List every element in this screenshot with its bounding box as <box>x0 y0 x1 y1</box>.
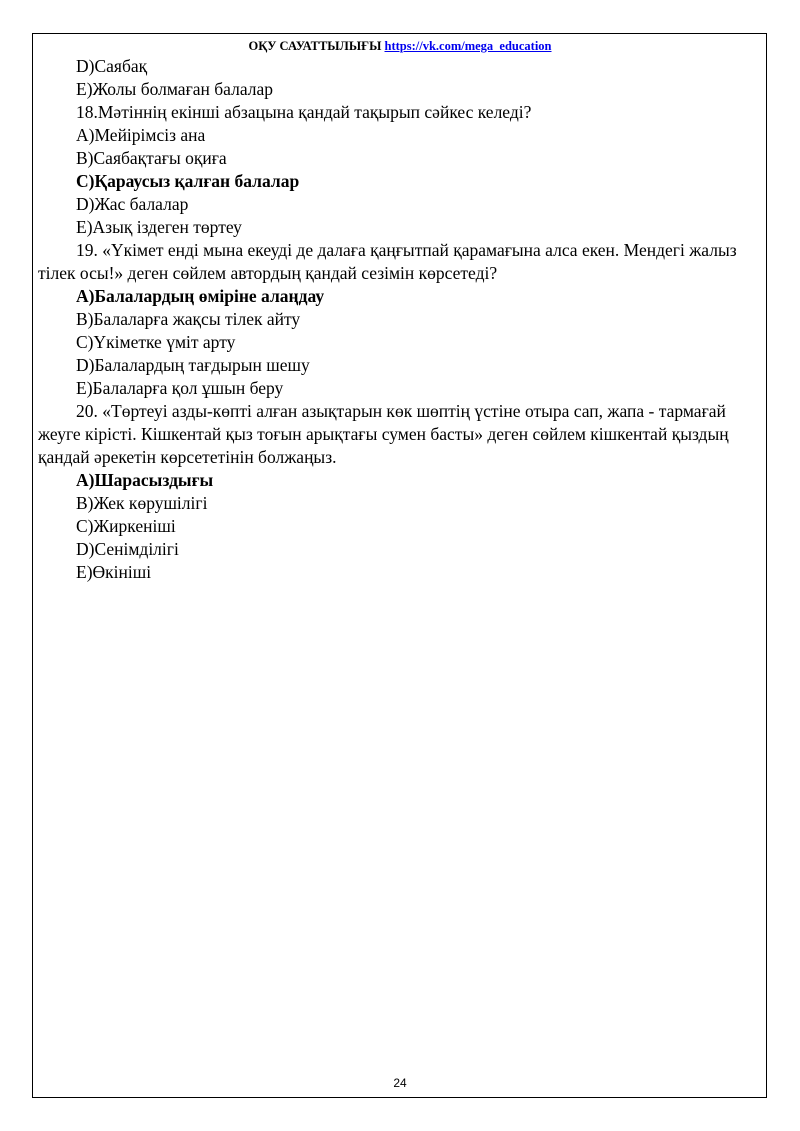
answer-option: E)Азық іздеген төртеу <box>76 217 242 237</box>
answer-option: B)Саябақтағы оқиға <box>76 148 227 168</box>
header-title: ОҚУ САУАТТЫЛЫҒЫ <box>248 39 382 53</box>
correct-answer-option: C)Қараусыз қалған балалар <box>76 171 300 191</box>
answer-option: C)Жиркеніші <box>76 516 176 536</box>
answer-option: D)Сенімділігі <box>76 539 179 559</box>
header-link[interactable]: https://vk.com/mega_education <box>384 39 552 53</box>
answer-option: B)Балаларға жақсы тілек айту <box>76 309 301 329</box>
answer-option: D)Балалардың тағдырын шешу <box>76 355 310 375</box>
question-19: 19. «Үкімет енді мына екеуді де далаға қаңғытпай қарамағына алса екен. Мендегі жалыз тілек осы!» деген сөйлем автордың қандай сезімін көрсетеді? <box>38 240 737 283</box>
document-body <box>38 55 762 584</box>
question-18: 18.Мәтіннің екінші абзацына қандай тақырып сәйкес келеді? <box>76 102 532 122</box>
correct-answer-option: A)Шарасыздығы <box>76 470 214 490</box>
answer-option: C)Үкіметке үміт арту <box>76 332 236 352</box>
answer-option: E)Балаларға қол ұшын беру <box>76 378 284 398</box>
page-number: 24 <box>393 1076 407 1090</box>
question-20: 20. «Төртеуі азды-көпті алған азықтарын көк шөптің үстіне отыра сап, жапа - тармағай жеуге кірісті. Кішкентай қыз тоғын арықтағы сумен басты» деген сөйлем кішкентай қыздың қандай әрекетін көрсететінін болжаңыз. <box>38 401 729 467</box>
answer-option: A)Мейірімсіз ана <box>76 125 206 145</box>
answer-option: E)Өкініші <box>76 562 152 582</box>
answer-option: B)Жек көрушілігі <box>76 493 208 513</box>
answer-option: D)Жас балалар <box>76 194 189 214</box>
answer-option: D)Саябақ <box>76 56 148 76</box>
correct-answer-option: A)Балалардың өміріне алаңдау <box>76 286 325 306</box>
answer-option: E)Жолы болмаған балалар <box>76 79 273 99</box>
page-header <box>0 38 800 54</box>
